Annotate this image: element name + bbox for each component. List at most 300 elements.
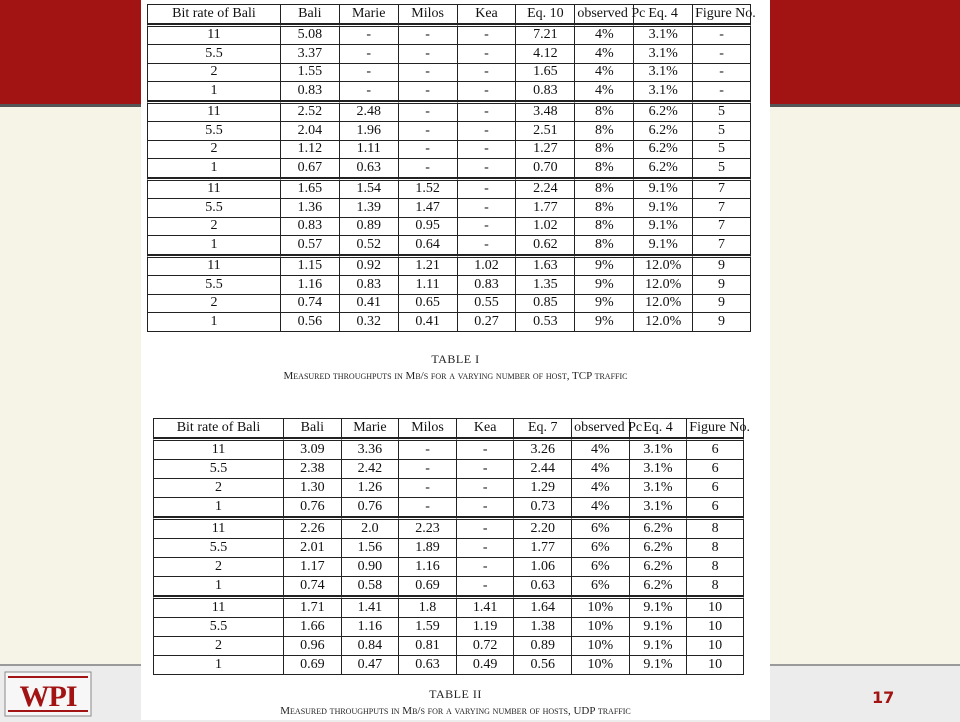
table-cell: - xyxy=(457,122,516,141)
table-cell: 8% xyxy=(574,199,633,218)
table-cell: 9 xyxy=(692,313,751,332)
table-cell: 2.52 xyxy=(280,101,339,123)
table-cell: 1.06 xyxy=(513,558,571,577)
table-cell: - xyxy=(398,82,457,101)
table-row xyxy=(147,255,751,277)
table-cell: 10% xyxy=(571,596,629,618)
table-cell: 2.48 xyxy=(339,101,398,123)
table-cell: - xyxy=(692,24,751,46)
header-kea: Kea xyxy=(457,4,516,24)
table-cell: - xyxy=(457,45,516,64)
table-cell: - xyxy=(692,82,751,101)
table-row xyxy=(147,45,751,64)
table-cell: 4% xyxy=(571,438,629,460)
table-cell: - xyxy=(457,159,516,178)
table-cell: 10 xyxy=(686,656,744,675)
table-cell: 0.55 xyxy=(457,295,516,314)
table-cell: - xyxy=(692,45,751,64)
table-cell: 0.52 xyxy=(339,236,398,255)
table-cell: 9.1% xyxy=(633,178,692,200)
table-cell: 3.1% xyxy=(633,24,692,46)
table-cell: 1.41 xyxy=(341,596,399,618)
table-cell: 4% xyxy=(574,64,633,83)
table-cell: 2 xyxy=(153,479,283,498)
header-bali: Bali xyxy=(280,4,339,24)
table-row-group xyxy=(147,24,751,101)
table-cell: 1.8 xyxy=(398,596,456,618)
table-row xyxy=(153,618,744,637)
table-row-group xyxy=(147,101,751,178)
table-cell: 0.56 xyxy=(513,656,571,675)
table-cell: 2.51 xyxy=(515,122,574,141)
table-cell: 1.89 xyxy=(398,539,456,558)
table-cell: 2.23 xyxy=(398,517,456,539)
table-row xyxy=(153,637,744,656)
table-cell: - xyxy=(339,45,398,64)
table1-caption-label: TABLE I xyxy=(431,352,480,366)
table-cell: 10% xyxy=(571,637,629,656)
table-cell: 8% xyxy=(574,122,633,141)
table-cell: - xyxy=(456,479,514,498)
header-milos: Milos xyxy=(398,418,456,438)
table-cell: 0.83 xyxy=(457,276,516,295)
table-cell: 7 xyxy=(692,236,751,255)
table-cell: 0.76 xyxy=(341,498,399,517)
table-cell: 1.02 xyxy=(515,218,574,237)
table-cell: 4% xyxy=(574,45,633,64)
table-cell: 5.5 xyxy=(147,122,280,141)
table-cell: 7.21 xyxy=(515,24,574,46)
table-cell: 3.1% xyxy=(629,460,687,479)
table-cell: 10% xyxy=(571,618,629,637)
table-cell: - xyxy=(457,64,516,83)
table-cell: 1.54 xyxy=(339,178,398,200)
header-observed-pc: observed Pc xyxy=(574,4,633,24)
table-cell: - xyxy=(457,218,516,237)
table-row xyxy=(147,64,751,83)
table-cell: 11 xyxy=(147,178,280,200)
table-cell: 3.1% xyxy=(633,45,692,64)
table-cell: 6.2% xyxy=(629,558,687,577)
table-cell: 0.83 xyxy=(515,82,574,101)
table-cell: 6.2% xyxy=(629,517,687,539)
table-cell: - xyxy=(398,64,457,83)
table-cell: 6% xyxy=(571,577,629,596)
table-cell: 4.12 xyxy=(515,45,574,64)
table-cell: 4% xyxy=(571,460,629,479)
table-cell: 9% xyxy=(574,313,633,332)
table-cell: 1.19 xyxy=(456,618,514,637)
wpi-logo xyxy=(4,671,92,717)
table-cell: 6.2% xyxy=(629,539,687,558)
table-cell: 5 xyxy=(692,159,751,178)
table-cell: 2.26 xyxy=(283,517,341,539)
table-cell: 3.26 xyxy=(513,438,571,460)
table-cell: 0.95 xyxy=(398,218,457,237)
table-cell: 2.42 xyxy=(341,460,399,479)
table-row xyxy=(153,460,744,479)
table-header-row xyxy=(147,4,751,24)
table-cell: 0.70 xyxy=(515,159,574,178)
table-cell: 0.89 xyxy=(339,218,398,237)
table-cell: 10 xyxy=(686,596,744,618)
table1-caption-text: Measured throughputs in Mb/s for a varying number of host, TCP traffic xyxy=(283,370,628,382)
table-cell: 8% xyxy=(574,236,633,255)
table-cell: 1.29 xyxy=(513,479,571,498)
table-cell: 1.02 xyxy=(457,255,516,277)
table-row xyxy=(153,479,744,498)
table-cell: 0.74 xyxy=(280,295,339,314)
table-row-group xyxy=(147,255,751,332)
table-cell: 9.1% xyxy=(629,596,687,618)
table-header-row xyxy=(153,418,744,438)
table-cell: 2 xyxy=(147,141,280,160)
table-cell: 9.1% xyxy=(633,236,692,255)
table-cell: 1 xyxy=(147,236,280,255)
table-cell: 2 xyxy=(153,637,283,656)
table-cell: 11 xyxy=(153,596,283,618)
table-cell: 1.71 xyxy=(283,596,341,618)
table-cell: 0.83 xyxy=(280,218,339,237)
table-cell: - xyxy=(456,460,514,479)
table-cell: 5.5 xyxy=(153,618,283,637)
table-cell: 1.47 xyxy=(398,199,457,218)
table-cell: 6 xyxy=(686,460,744,479)
table-cell: 8% xyxy=(574,159,633,178)
table-row xyxy=(147,82,751,101)
table-row xyxy=(153,577,744,596)
table-cell: 11 xyxy=(147,101,280,123)
header-eq4: Eq. 4 xyxy=(633,4,692,24)
table-cell: - xyxy=(398,24,457,46)
table-cell: - xyxy=(457,236,516,255)
table-cell: 6.2% xyxy=(629,577,687,596)
table-cell: 9.1% xyxy=(633,218,692,237)
table-cell: 12.0% xyxy=(633,295,692,314)
table-cell: 0.63 xyxy=(398,656,456,675)
table-row xyxy=(153,539,744,558)
table-cell: 8% xyxy=(574,218,633,237)
table-cell: 4% xyxy=(574,82,633,101)
table-cell: 3.37 xyxy=(280,45,339,64)
table-cell: 0.92 xyxy=(339,255,398,277)
table-cell: 0.83 xyxy=(280,82,339,101)
table-cell: 1.66 xyxy=(283,618,341,637)
table-cell: 3.1% xyxy=(629,438,687,460)
table-cell: 4% xyxy=(571,498,629,517)
table-cell: 2.38 xyxy=(283,460,341,479)
table-cell: 0.41 xyxy=(339,295,398,314)
table-cell: - xyxy=(457,24,516,46)
table-cell: 6 xyxy=(686,498,744,517)
table-cell: 0.47 xyxy=(341,656,399,675)
table-cell: 3.1% xyxy=(629,498,687,517)
table-cell: 1.17 xyxy=(283,558,341,577)
table-cell: 9.1% xyxy=(629,656,687,675)
header-bit-rate: Bit rate of Bali xyxy=(153,418,283,438)
header-equation: Eq. 7 xyxy=(513,418,571,438)
table-cell: 2 xyxy=(153,558,283,577)
table-cell: 1.26 xyxy=(341,479,399,498)
table-cell: 0.76 xyxy=(283,498,341,517)
table-cell: 1.15 xyxy=(280,255,339,277)
table-cell: 0.65 xyxy=(398,295,457,314)
table-cell: 1.56 xyxy=(341,539,399,558)
table-cell: 8 xyxy=(686,517,744,539)
table-cell: 0.69 xyxy=(283,656,341,675)
table-cell: 0.89 xyxy=(513,637,571,656)
table-cell: 1.41 xyxy=(456,596,514,618)
table2-caption-text: Measured throughputs in Mb/s for a varying number of hosts, UDP traffic xyxy=(280,705,631,717)
table-cell: 6.2% xyxy=(633,141,692,160)
table-row xyxy=(153,596,744,618)
table-cell: 1.11 xyxy=(339,141,398,160)
table-cell: 9% xyxy=(574,255,633,277)
table-cell: 6.2% xyxy=(633,122,692,141)
table-cell: 0.63 xyxy=(513,577,571,596)
table-cell: 3.1% xyxy=(633,82,692,101)
table-cell: - xyxy=(457,141,516,160)
table-cell: 6% xyxy=(571,558,629,577)
table-cell: 7 xyxy=(692,199,751,218)
table-cell: 0.84 xyxy=(341,637,399,656)
table-cell: 0.63 xyxy=(339,159,398,178)
page-number: 17 xyxy=(872,688,895,707)
table-cell: - xyxy=(456,577,514,596)
table-cell: 2.0 xyxy=(341,517,399,539)
table-row xyxy=(147,313,751,332)
table-cell: - xyxy=(456,438,514,460)
table-row xyxy=(153,517,744,539)
table-cell: 4% xyxy=(574,24,633,46)
table-cell: 1.38 xyxy=(513,618,571,637)
table-cell: 0.64 xyxy=(398,236,457,255)
table-row xyxy=(147,236,751,255)
table-row-group xyxy=(153,596,744,675)
table-cell: 0.57 xyxy=(280,236,339,255)
table-cell: 0.74 xyxy=(283,577,341,596)
table-cell: 3.09 xyxy=(283,438,341,460)
table-cell: 1.16 xyxy=(341,618,399,637)
table-cell: 1.35 xyxy=(515,276,574,295)
table-cell: 2 xyxy=(147,295,280,314)
table-cell: - xyxy=(457,199,516,218)
throughput-table-udp xyxy=(153,418,750,675)
table-cell: 1.64 xyxy=(513,596,571,618)
table-cell: 8% xyxy=(574,141,633,160)
table-cell: - xyxy=(339,64,398,83)
table-cell: 5 xyxy=(692,122,751,141)
table-cell: 6% xyxy=(571,539,629,558)
table-cell: 0.69 xyxy=(398,577,456,596)
table-cell: - xyxy=(456,558,514,577)
header-figure-no: Figure No. xyxy=(692,4,751,24)
table-cell: 0.56 xyxy=(280,313,339,332)
table-cell: 3.48 xyxy=(515,101,574,123)
table-cell: 11 xyxy=(153,517,283,539)
table-cell: 9 xyxy=(692,255,751,277)
table-cell: 11 xyxy=(153,438,283,460)
table-cell: 0.73 xyxy=(513,498,571,517)
table-cell: 8% xyxy=(574,101,633,123)
table-cell: 1.11 xyxy=(398,276,457,295)
table-row-group xyxy=(153,517,744,596)
table-cell: 8% xyxy=(574,178,633,200)
table-row-group xyxy=(147,178,751,255)
table-cell: 8 xyxy=(686,558,744,577)
table-row xyxy=(153,498,744,517)
table-cell: - xyxy=(398,159,457,178)
table-cell: 2.04 xyxy=(280,122,339,141)
table-row xyxy=(147,218,751,237)
table-cell: 2.01 xyxy=(283,539,341,558)
table-cell: 1 xyxy=(147,82,280,101)
table-cell: - xyxy=(339,24,398,46)
table-cell: 0.41 xyxy=(398,313,457,332)
header-kea: Kea xyxy=(456,418,514,438)
table-cell: 1 xyxy=(153,577,283,596)
table-cell: 10% xyxy=(571,656,629,675)
table-row xyxy=(147,159,751,178)
table-cell: 1.16 xyxy=(280,276,339,295)
table-cell: 6.2% xyxy=(633,159,692,178)
table-cell: 0.90 xyxy=(341,558,399,577)
table-cell: 2.44 xyxy=(513,460,571,479)
table-cell: 0.49 xyxy=(456,656,514,675)
table-cell: 0.67 xyxy=(280,159,339,178)
table-cell: 12.0% xyxy=(633,255,692,277)
header-milos: Milos xyxy=(398,4,457,24)
table-cell: 0.58 xyxy=(341,577,399,596)
table-cell: 1 xyxy=(153,498,283,517)
table-cell: - xyxy=(398,45,457,64)
table-cell: 1.55 xyxy=(280,64,339,83)
table-row xyxy=(153,558,744,577)
table-cell: 12.0% xyxy=(633,276,692,295)
header-figure-no: Figure No. xyxy=(686,418,744,438)
table-cell: 9 xyxy=(692,276,751,295)
table-cell: 0.81 xyxy=(398,637,456,656)
table-cell: 9.1% xyxy=(629,637,687,656)
table-cell: - xyxy=(457,178,516,200)
table-cell: 4% xyxy=(571,479,629,498)
table-cell: 0.53 xyxy=(515,313,574,332)
table-cell: 1.77 xyxy=(513,539,571,558)
table-cell: 0.85 xyxy=(515,295,574,314)
table-cell: 5.5 xyxy=(147,45,280,64)
table-cell: 6 xyxy=(686,438,744,460)
table-cell: 1.27 xyxy=(515,141,574,160)
table-row xyxy=(147,24,751,46)
table-cell: 2 xyxy=(147,64,280,83)
table-row xyxy=(153,656,744,675)
table-cell: 9.1% xyxy=(629,618,687,637)
header-marie: Marie xyxy=(341,418,399,438)
table-cell: 0.62 xyxy=(515,236,574,255)
table-cell: 0.32 xyxy=(339,313,398,332)
table-cell: - xyxy=(457,101,516,123)
table-cell: 1.12 xyxy=(280,141,339,160)
table-cell: 2 xyxy=(147,218,280,237)
table-row-group xyxy=(153,438,744,517)
table-cell: 1.59 xyxy=(398,618,456,637)
table-cell: - xyxy=(398,141,457,160)
table-cell: 6.2% xyxy=(633,101,692,123)
table-row xyxy=(147,295,751,314)
table-row xyxy=(147,122,751,141)
table-cell: 1.65 xyxy=(280,178,339,200)
table-cell: 0.27 xyxy=(457,313,516,332)
table-cell: 2.20 xyxy=(513,517,571,539)
table-cell: 1.16 xyxy=(398,558,456,577)
table-cell: 3.1% xyxy=(633,64,692,83)
table-cell: - xyxy=(339,82,398,101)
table-cell: 10 xyxy=(686,618,744,637)
table-cell: 9% xyxy=(574,295,633,314)
table-row xyxy=(147,276,751,295)
table-cell: 3.1% xyxy=(629,479,687,498)
header-observed-pc: observed Pc xyxy=(571,418,629,438)
table-cell: - xyxy=(398,101,457,123)
header-bali: Bali xyxy=(283,418,341,438)
table-cell: 11 xyxy=(147,255,280,277)
table-cell: 0.96 xyxy=(283,637,341,656)
table2-caption-label: TABLE II xyxy=(429,687,482,701)
table-cell: 3.36 xyxy=(341,438,399,460)
table-cell: 9.1% xyxy=(633,199,692,218)
table-cell: 8 xyxy=(686,577,744,596)
table-cell: 7 xyxy=(692,218,751,237)
table-cell: 0.83 xyxy=(339,276,398,295)
table-cell: 5.5 xyxy=(147,276,280,295)
table-cell: 9 xyxy=(692,295,751,314)
table-cell: 1 xyxy=(153,656,283,675)
table-cell: 1.77 xyxy=(515,199,574,218)
table-cell: - xyxy=(398,498,456,517)
table-cell: 8 xyxy=(686,539,744,558)
table-cell: - xyxy=(456,539,514,558)
table-cell: 10 xyxy=(686,637,744,656)
table-row xyxy=(147,101,751,123)
table-cell: - xyxy=(398,460,456,479)
header-eq4: Eq. 4 xyxy=(629,418,687,438)
table-cell: 1.21 xyxy=(398,255,457,277)
table-row xyxy=(147,199,751,218)
table-cell: 1.65 xyxy=(515,64,574,83)
table-cell: 12.0% xyxy=(633,313,692,332)
table-cell: 5.5 xyxy=(147,199,280,218)
table-cell: 6 xyxy=(686,479,744,498)
table-cell: 1.30 xyxy=(283,479,341,498)
table-row xyxy=(147,141,751,160)
table-row xyxy=(153,438,744,460)
header-marie: Marie xyxy=(339,4,398,24)
header-bit-rate: Bit rate of Bali xyxy=(147,4,280,24)
table-row xyxy=(147,178,751,200)
table-cell: 1 xyxy=(147,313,280,332)
table-cell: 1.39 xyxy=(339,199,398,218)
table-cell: 5.08 xyxy=(280,24,339,46)
table-cell: - xyxy=(457,82,516,101)
table-cell: - xyxy=(456,498,514,517)
table-cell: 5.5 xyxy=(153,539,283,558)
table-cell: 5 xyxy=(692,141,751,160)
throughput-table-tcp xyxy=(147,4,756,332)
table-cell: 1.96 xyxy=(339,122,398,141)
header-equation: Eq. 10 xyxy=(515,4,574,24)
table-cell: 1 xyxy=(147,159,280,178)
table-cell: 1.52 xyxy=(398,178,457,200)
